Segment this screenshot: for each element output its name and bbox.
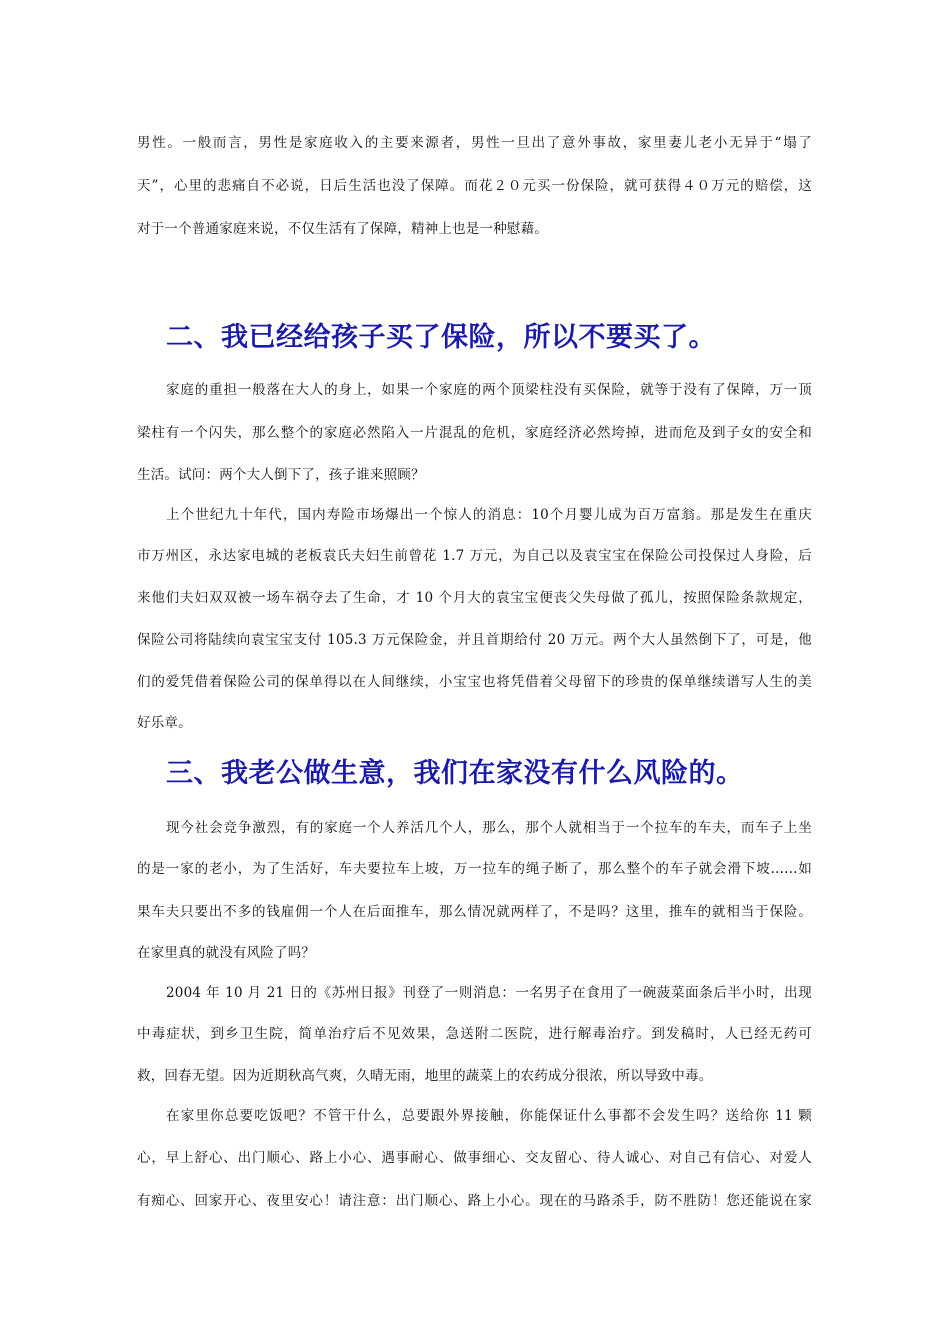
paragraph-line: 保险公司将陆续向袁宝宝支付 105.3 万元保险金，并且首期给付 20 万元。两个大人虽然倒下了，可是，他 [137,632,812,648]
section-heading-2: 二、我已经给孩子买了保险，所以不要买了。 [166,322,716,353]
intro-line: 男性。一般而言，男性是家庭收入的主要来源者，男性一旦出了意外事故，家里妻儿老小无异于“塌了 [137,135,812,151]
paragraph-line: 果车夫只要出不多的钱雇佣一个人在后面推车，那么情况就两样了，不是吗？这里，推车的就相当于保险。 [137,904,812,920]
paragraph-line: 有痴心、回家开心、夜里安心！请注意：出门顺心、路上小心。现在的马路杀手，防不胜防！您还能说在家 [137,1193,812,1209]
section-heading-3: 三、我老公做生意，我们在家没有什么风险的。 [166,758,744,789]
intro-line: 天”，心里的悲痛自不必说，日后生活也没了保障。而花２０元买一份保险，就可获得４０万元的赔偿，这 [137,178,812,194]
paragraph-line: 在家里你总要吃饭吧？不管干什么，总要跟外界接触，你能保证什么事都不会发生吗？送给你 11 颗 [166,1108,812,1124]
paragraph-line: 的是一家的老小，为了生活好，车夫要拉车上坡，万一拉车的绳子断了，那么整个的车子就会滑下坡......如 [137,861,812,877]
paragraph-line: 救，回春无望。因为近期秋高气爽，久晴无雨，地里的蔬菜上的农药成分很浓，所以导致中毒。 [137,1068,713,1084]
paragraph-line: 来他们夫妇双双被一场车祸夺去了生命，才 10 个月大的袁宝宝便丧父失母做了孤儿，按照保险条款规定， [137,590,812,606]
paragraph-line: 心，早上舒心、出门顺心、路上小心、遇事耐心、做事细心、交友留心、待人诚心、对自己有信心、对爱人 [137,1150,812,1166]
paragraph-line: 梁柱有一个闪失，那么整个的家庭必然陷入一片混乱的危机，家庭经济必然垮掉，进而危及到子女的安全和 [137,425,812,441]
paragraph-line: 市万州区，永达家电城的老板袁氏夫妇生前曾花 1.7 万元，为自己以及袁宝宝在保险公司投保过人身险，后 [137,548,812,564]
paragraph-line: 在家里真的就没有风险了吗？ [137,945,316,961]
paragraph-line: 们的爱凭借着保险公司的保单得以在人间继续，小宝宝也将凭借着父母留下的珍贵的保单继续谱写人生的美 [137,674,812,690]
paragraph-line: 2004 年 10 月 21 日的《苏州日报》刊登了一则消息：一名男子在食用了一碗菠菜面条后半小时，出现 [166,985,812,1001]
paragraph-line: 上个世纪九十年代，国内寿险市场爆出一个惊人的消息：10个月婴儿成为百万富翁。那是发生在重庆 [166,507,812,523]
paragraph-line: 生活。试问：两个大人倒下了，孩子谁来照顾？ [137,467,425,483]
paragraph-line: 现今社会竞争激烈，有的家庭一个人养活几个人，那么，那个人就相当于一个拉车的车夫，而车子上坐 [166,820,812,836]
paragraph-line: 好乐章。 [137,715,192,731]
paragraph-line: 家庭的重担一般落在大人的身上，如果一个家庭的两个顶梁柱没有买保险，就等于没有了保障，万一顶 [166,382,812,398]
paragraph-line: 中毒症状，到乡卫生院，简单治疗后不见效果，急送附二医院，进行解毒治疗。到发稿时，人已经无药可 [137,1026,812,1042]
intro-line: 对于一个普通家庭来说，不仅生活有了保障，精神上也是一种慰藉。 [137,221,548,237]
